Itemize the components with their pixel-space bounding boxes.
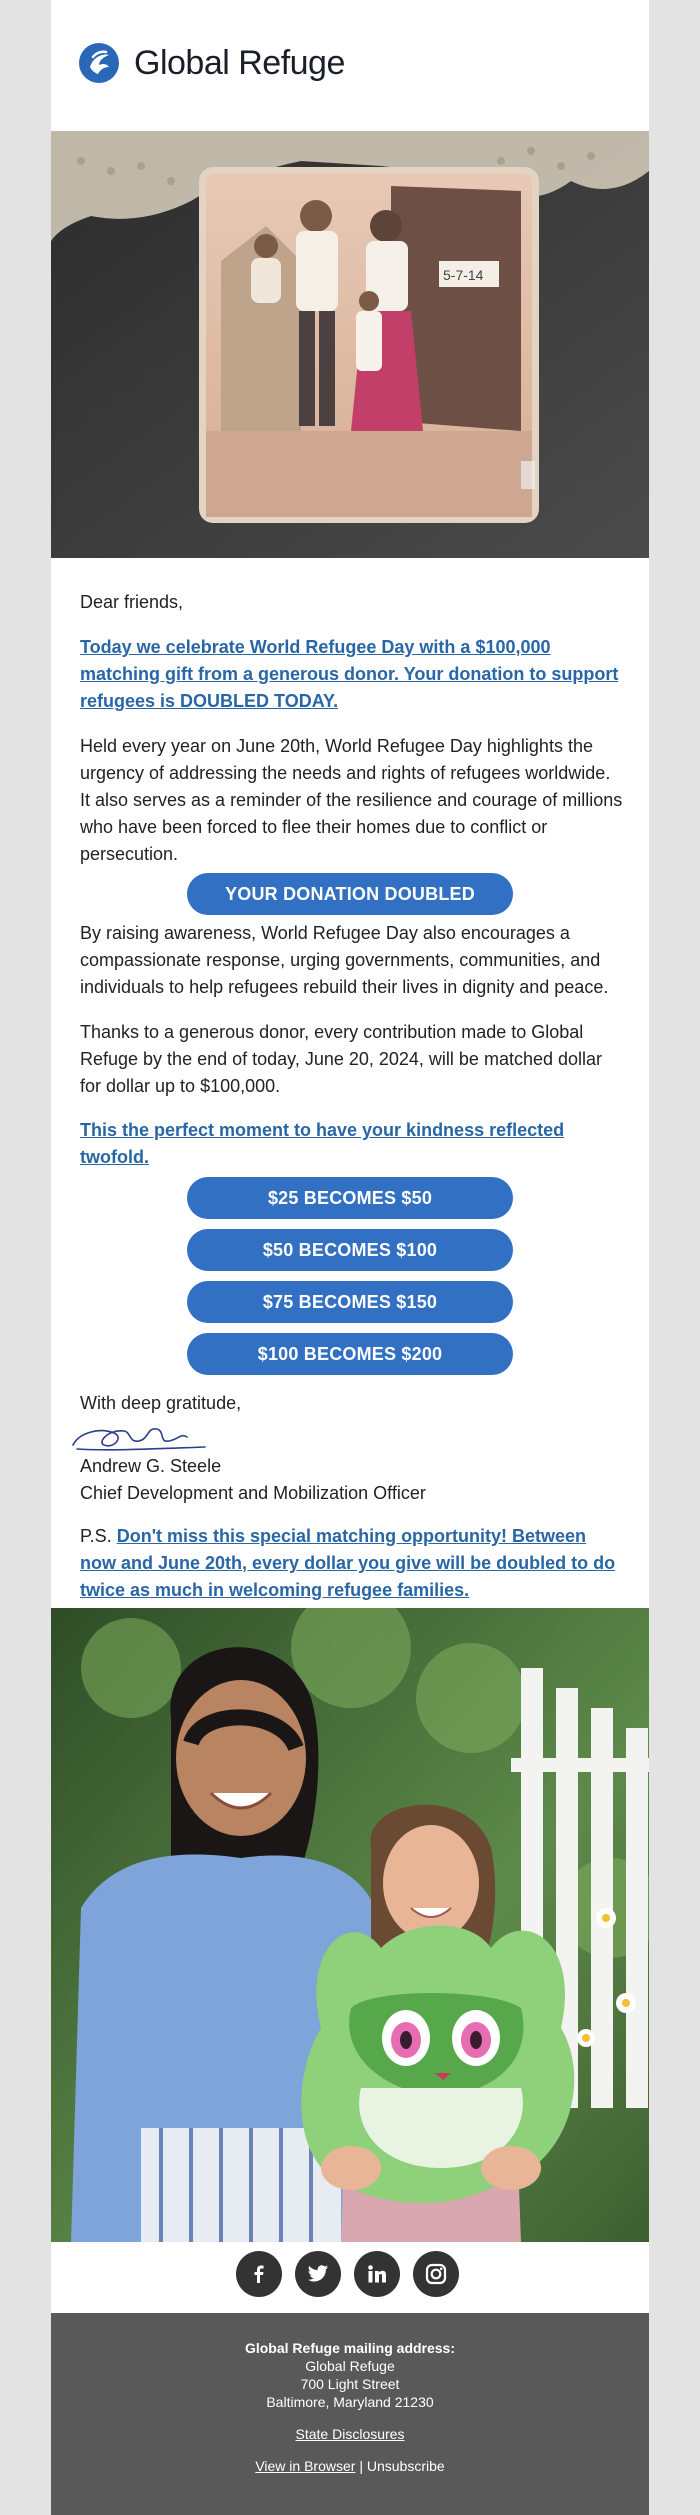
logo[interactable] — [79, 40, 345, 86]
donation-doubled-button[interactable]: YOUR DONATION DOUBLED — [187, 873, 513, 915]
signature-image — [69, 1415, 209, 1455]
intro-link[interactable]: Today we celebrate World Refugee Day with a $100,000 matching gift from a generous donor. Your donation to support refugees is DOUBLED TODAY. — [80, 637, 619, 711]
photo-illustration — [51, 1608, 649, 2242]
logo-icon — [79, 43, 119, 83]
twitter-icon[interactable] — [295, 2251, 341, 2297]
donate-50-button[interactable]: $50 BECOMES $100 — [187, 1229, 513, 1271]
greeting: Dear friends, — [80, 592, 184, 612]
footer-org: Global Refuge — [305, 2358, 395, 2374]
linkedin-icon[interactable] — [354, 2251, 400, 2297]
footer-heading: Global Refuge mailing address: — [244, 2340, 456, 2356]
moment-link[interactable]: This the perfect moment to have your kindness reflected twofold. — [80, 1120, 565, 1167]
footer-street: 700 Light Street — [300, 2376, 400, 2392]
paragraph-matching: Thanks to a generous donor, every contribution made to Global Refuge by the end of today, June 20, 2024, will be matched dollar for dollar up to $100,000. — [80, 1022, 603, 1096]
email-card — [51, 0, 649, 2515]
donate-75-button[interactable]: $75 BECOMES $150 — [187, 1281, 513, 1323]
footer-city: Baltimore, Maryland 21230 — [266, 2394, 434, 2410]
donate-25-button[interactable]: $25 BECOMES $50 — [187, 1177, 513, 1219]
facebook-icon[interactable] — [236, 2251, 282, 2297]
instagram-icon[interactable] — [413, 2251, 459, 2297]
closing: With deep gratitude, — [80, 1393, 242, 1413]
state-disclosures-link[interactable]: State Disclosures — [295, 2426, 405, 2442]
signer-name: Andrew G. Steele — [80, 1456, 222, 1476]
logo-text: Global Refuge — [134, 43, 345, 82]
view-in-browser-link[interactable]: View in Browser — [255, 2458, 356, 2474]
hero-photo-illustration — [51, 131, 649, 558]
refugee-girls-photo — [51, 1608, 649, 2242]
ps-link[interactable]: Don't miss this special matching opportunity! Between now and June 20th, every dollar you give will be doubled to do twice as much in welcoming refugee families. — [80, 1526, 616, 1600]
unsubscribe-link[interactable]: Unsubscribe — [366, 2458, 445, 2474]
paragraph-awareness: By raising awareness, World Refugee Day also encourages a compassionate response, urging governments, communities, and individuals to help refugees rebuild their lives in dignity and peace. — [80, 923, 609, 997]
postscript — [80, 1523, 625, 1604]
paragraph-world-refugee-day: Held every year on June 20th, World Refugee Day highlights the urgency of addressing the needs and rights of refugees worldwide. It also serves as a reminder of the resilience and courage of millions who have been forced to flee their homes due to conflict or persecution. — [80, 736, 623, 864]
donate-100-button[interactable]: $100 BECOMES $200 — [187, 1333, 513, 1375]
footer — [51, 2313, 649, 2515]
footer-separator: | — [359, 2458, 363, 2474]
hero-photo-label: 5-7-14 — [443, 267, 484, 283]
hero-image — [51, 131, 649, 558]
signer-title: Chief Development and Mobilization Officer — [80, 1483, 426, 1503]
ps-prefix: P.S. — [80, 1526, 112, 1546]
